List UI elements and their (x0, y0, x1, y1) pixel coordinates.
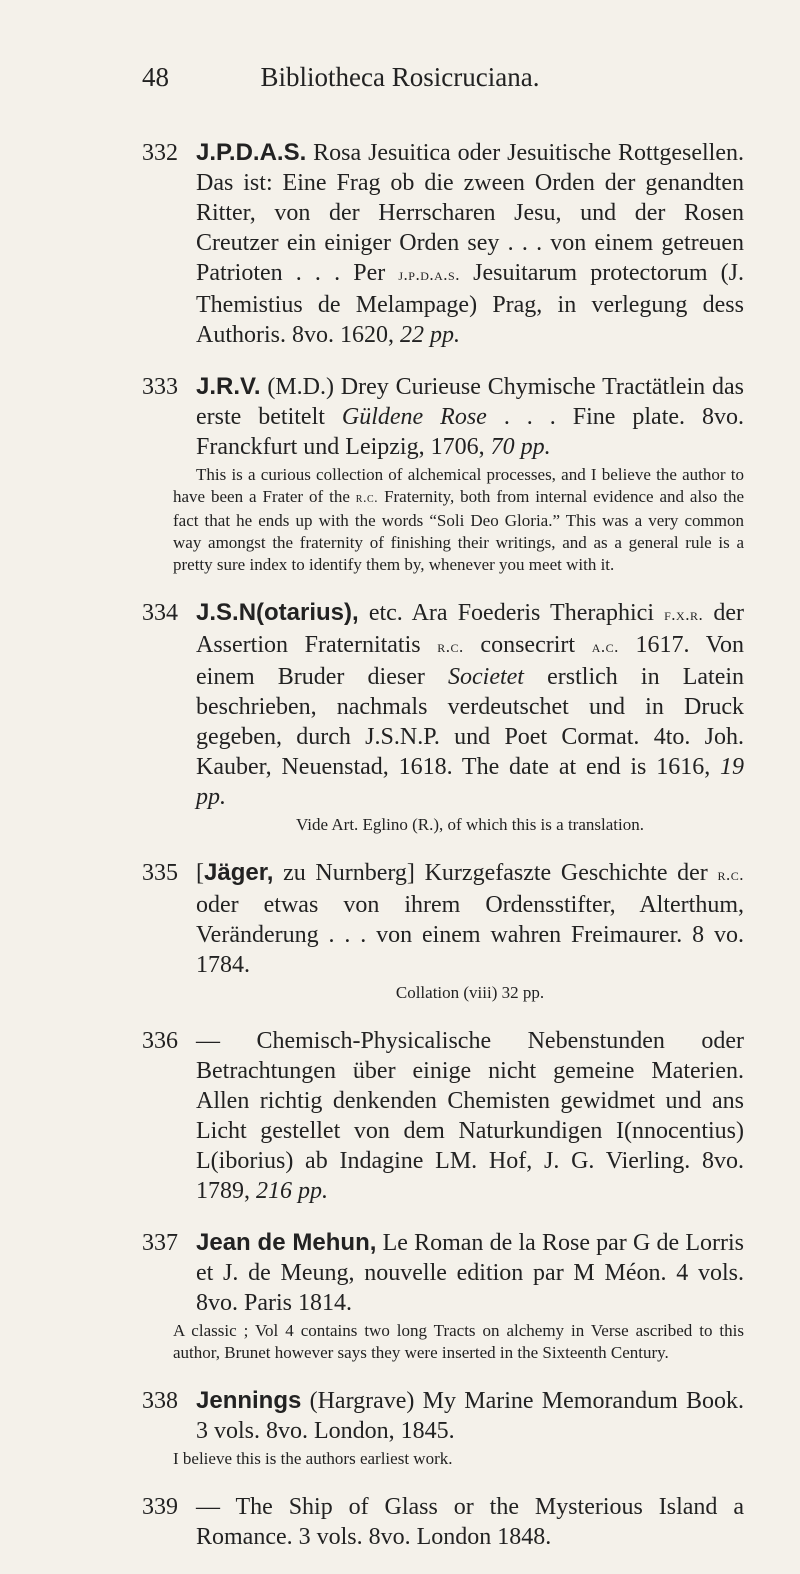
entry-note: Collation (viii) 32 pp. (395, 983, 545, 1002)
entry-338 (0, 1386, 800, 1470)
page-count: 70 pp. (490, 434, 551, 460)
entry-text: J.R.V. (M.D.) Drey Curieuse Chymische Tractätlein das erste betitelt Güldene Rose . . . Fine plate. 8vo. Franckfurt und Leipzig, 1706, 70 pp. (196, 373, 744, 460)
entry-note: I believe this is the authors earliest work. (173, 1449, 453, 1468)
entry-number: 339 (142, 1494, 178, 1520)
entry-335 (0, 858, 800, 1004)
entry-text: [Jäger, zu Nurnberg] Kurzgefaszte Geschichte der r.c. oder etwas von ihrem Ordensstifter, Alterthum, Veränderung . . . von einem wahren Freimaurer. 8 vo. 1784. (196, 859, 744, 978)
entry-note: This is a curious collection of alchemical processes, and I believe the author to have been a Frater of the r.c. Fraternity, both from internal evidence and also the fact that he ends up with the words “Soli Deo Gloria.” This was a very common way amongst the fraternity of finishing their writings, and as a general rule is a pretty sure index to identify them by, whenever you meet with it. (173, 465, 745, 574)
entry-note: Vide Art. Eglino (R.), of which this is a translation. (296, 815, 644, 834)
page-count: 216 pp. (256, 1178, 328, 1204)
entry-text: — The Ship of Glass or the Mysterious Island a Romance. 3 vols. 8vo. London 1848. (196, 1494, 744, 1550)
entry-334 (0, 598, 800, 836)
page-number: 48 (142, 62, 169, 92)
entry-note: A classic ; Vol 4 contains two long Tracts on alchemy in Verse ascribed to this author, Brunet however says they were inserted in the Sixteenth Century. (173, 1321, 744, 1362)
page-count: 22 pp. (400, 322, 460, 348)
entry-336 (0, 1026, 800, 1206)
entry-number: 335 (142, 860, 178, 886)
entry-text: J.P.D.A.S. Rosa Jesuitica oder Jesuitische Rottgesellen. Das ist: Eine Frag ob die zween Orden der genandten Ritter, von der Herrscharen Jesu, und der Rosen Creutzer ein einiger Orden sey . . . von einem getreuen Patrioten . . . Per j.p.d.a.s. Jesuitarum protectorum (J. Themistius de Melampage) Prag, in verlegung dess Authoris. 8vo. 1620, 22 pp. (196, 139, 745, 348)
entry-heading: Jennings (196, 1387, 302, 1414)
entry-number: 338 (142, 1388, 178, 1414)
entry-heading: J.R.V. (196, 373, 261, 400)
entry-number: 334 (142, 600, 178, 626)
entry-text: Jean de Mehun, Le Roman de la Rose par G de Lorris et J. de Meung, nouvelle edition par M Méon. 4 vols. 8vo. Paris 1814. (196, 1229, 744, 1316)
entry-333 (0, 372, 800, 576)
entry-339 (0, 1492, 800, 1552)
entry-text: — Chemisch-Physicalische Nebenstunden oder Betrachtungen über einige nicht gemeine Materien. Allen richtig denkenden Chemisten gewidmet und ans Licht gestellet von dem Naturkundigen I(nnocentius) L(iborius) ab Indagine LM. Hof, J. G. Vierling. 8vo. 1789, 216 pp. (196, 1028, 744, 1204)
page-header (0, 62, 800, 102)
entry-number: 332 (142, 140, 178, 166)
entry-heading: Jean de Mehun, (196, 1229, 377, 1256)
page-count: 19 pp. (196, 754, 744, 810)
entry-text: J.S.N(otarius), etc. Ara Foederis Theraphici f.x.r. der Assertion Fraternitatis r.c. consecrirt a.c. 1617. Von einem Bruder dieser Societet erstlich in Latein beschrieben, nachmals verdeutschet und in Druck gegeben, durch J.S.N.P. und Poet Cormat. 4to. Joh. Kauber, Neuenstad, 1618. The date at end is 1616, 19 pp. (196, 599, 745, 810)
entry-heading: J.P.D.A.S. (196, 139, 307, 166)
entry-heading: J.S.N(otarius), (196, 599, 359, 626)
entry-number: 333 (142, 374, 178, 400)
entry-list (0, 138, 800, 1574)
running-title: Bibliotheca Rosicruciana. (260, 62, 540, 92)
entry-332 (0, 138, 800, 350)
entry-337 (0, 1228, 800, 1364)
entry-number: 336 (142, 1028, 178, 1054)
entry-text: Jennings (Hargrave) My Marine Memorandum Book. 3 vols. 8vo. London, 1845. (196, 1387, 744, 1444)
entry-heading: Jäger, (204, 859, 274, 886)
entry-number: 337 (142, 1230, 178, 1256)
